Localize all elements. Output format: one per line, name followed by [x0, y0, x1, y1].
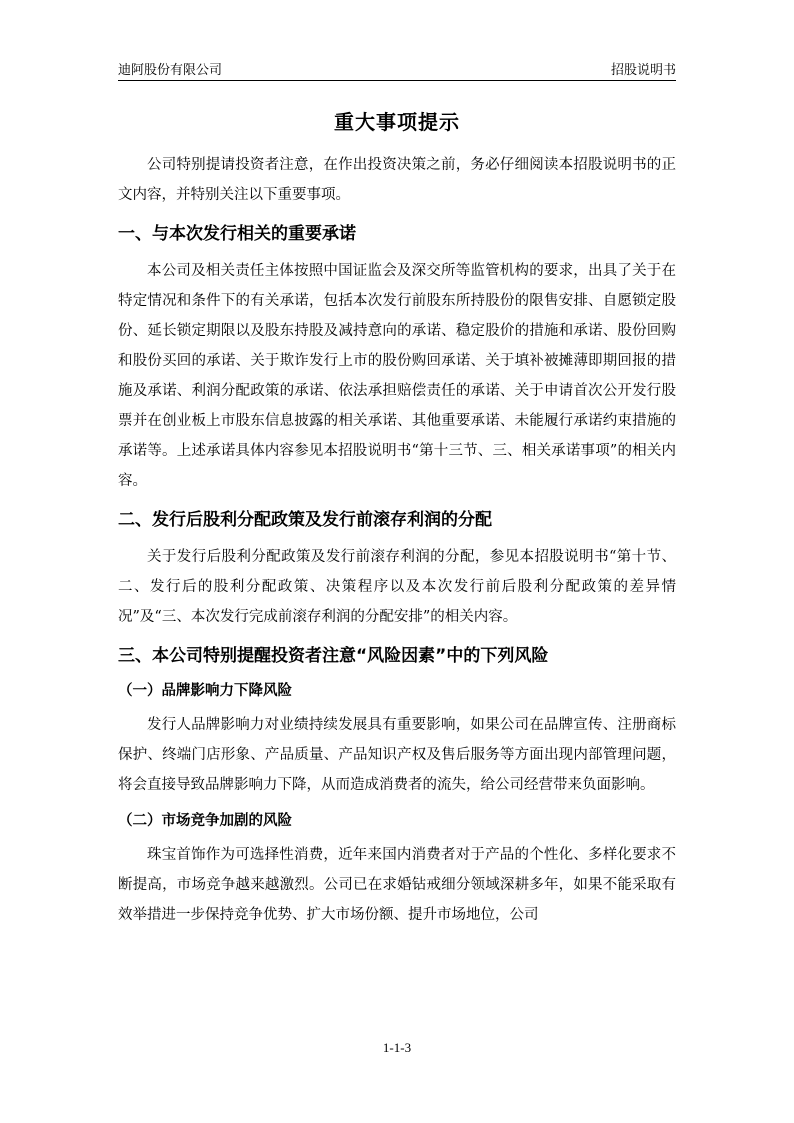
header-document-type: 招股说明书	[610, 63, 676, 78]
document-body	[118, 150, 676, 930]
subsection-1-body: 发行人品牌影响力对业绩持续发展具有重要影响，如果公司在品牌宣传、注册商标保护、终端门店形象、产品质量、产品知识产权及售后服务等方面出现内部管理问题，将会直接导致品牌影响力下降，从而造成消费者的流失，给公司经营带来负面影响。	[118, 717, 676, 793]
section-1-body: 本公司及相关责任主体按照中国证监会及深交所等监管机构的要求，出具了关于在特定情况和条件下的有关承诺，包括本次发行前股东所持股份的限售安排、自愿锁定股份、延长锁定期限以及股东持股及减持意向的承诺、稳定股价的措施和承诺、股份回购和股份买回的承诺、关于欺诈发行上市的股份购回承诺、关于填补被摊薄即期回报的措施及承诺、利润分配政策的承诺、依法承担赔偿责任的承诺、关于申请首次公开发行股票并在创业板上市股东信息披露的相关承诺、其他重要承诺、未能履行承诺约束措施的承诺等。上述承诺具体内容参见本招股说明书“第十三节、三、相关承诺事项”的相关内容。	[118, 263, 676, 489]
section-2-heading: 二、发行后股利分配政策及发行前滚存利润的分配	[118, 510, 492, 530]
section-1-heading: 一、与本次发行相关的重要承诺	[118, 224, 356, 244]
subsection-2-body: 珠宝首饰作为可选择性消费，近年来国内消费者对于产品的个性化、多样化要求不断提高，市场竞争越来越激烈。公司已在求婚钻戒细分领域深耕多年，如果不能采取有效举措进一步保持竞争优势、扩大市场份额、提升市场地位，公司	[118, 847, 676, 923]
page-title: 重大事项提示	[334, 110, 460, 134]
page-number: 1-1-3	[382, 1040, 412, 1055]
intro-paragraph: 公司特别提请投资者注意，在作出投资决策之前，务必仔细阅读本招股说明书的正文内容，并特别关注以下重要事项。	[118, 157, 676, 203]
header-company-name: 迪阿股份有限公司	[118, 63, 223, 78]
page-header	[118, 56, 676, 81]
section-2-body: 关于发行后股利分配政策及发行前滚存利润的分配，参见本招股说明书“第十节、二、发行后的股利分配政策、决策程序以及本次发行前后股利分配政策的差异情况”及“三、本次发行完成前滚存利润的分配安排”的相关内容。	[118, 549, 676, 625]
subsection-2-heading: （二）市场竞争加剧的风险	[118, 813, 292, 829]
section-3-heading: 三、本公司特别提醒投资者注意“风险因素”中的下列风险	[118, 646, 549, 666]
subsection-1-heading: （一）品牌影响力下降风险	[118, 683, 292, 699]
